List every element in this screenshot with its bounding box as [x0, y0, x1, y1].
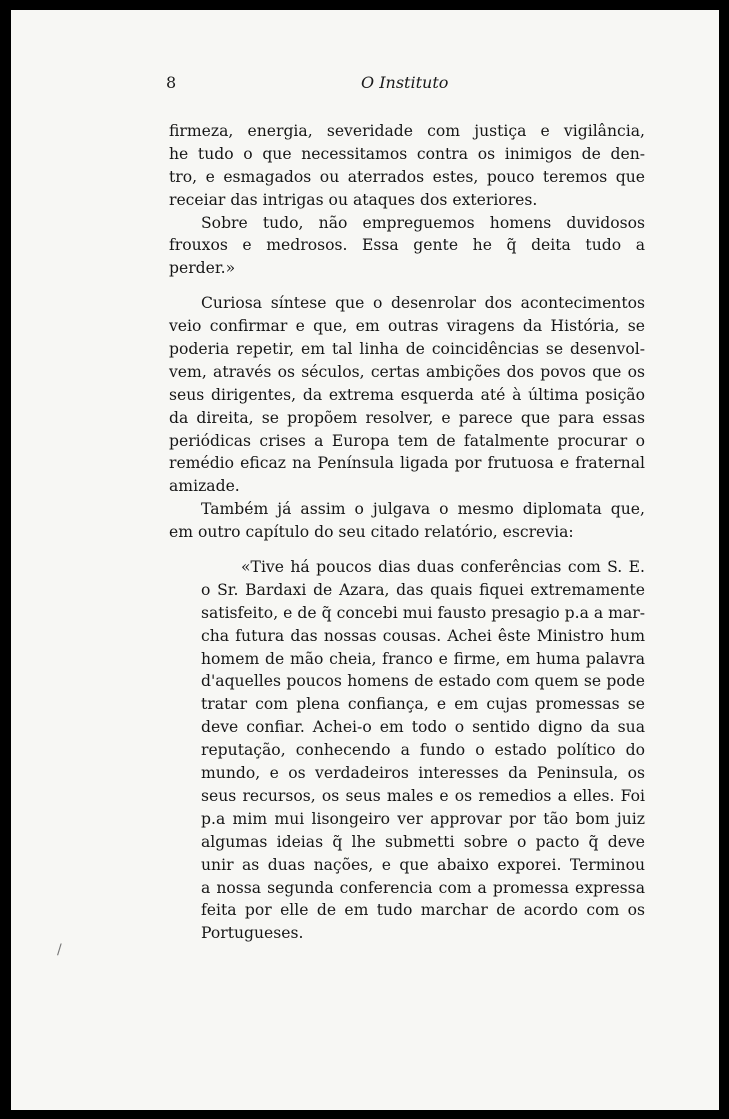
- quote-line: o Sr. Bardaxi de Azara, das quais fiquei extremamente: [201, 580, 645, 599]
- paragraph-continuation: [169, 120, 645, 212]
- quote-line: algumas ideias q̃ lhe submetti sobre o pacto q̃ deve: [201, 832, 645, 851]
- quote-line: p.a mim mui lisongeiro ver approvar por tão bom juiz: [201, 809, 645, 828]
- text-line: Também já assim o julgava o mesmo diplomata que,: [201, 500, 645, 519]
- quote-line: seus recursos, os seus males e os remedios a elles. Foi: [201, 786, 645, 805]
- text-line: poderia repetir, em tal linha de coincidências se desenvol-: [169, 340, 645, 359]
- quote-line: «Tive há poucos dias duas conferências com S. E.: [241, 558, 645, 577]
- paragraph: [169, 292, 645, 498]
- text-line: Sobre tudo, não empreguemos homens duvidosos: [201, 213, 645, 232]
- text-line: seus dirigentes, da extrema esquerda até à última posição: [169, 385, 645, 404]
- quote-line: tratar com plena confiança, e em cujas promessas se: [201, 695, 645, 714]
- quote-line: reputação, conhecendo a fundo o estado político do: [201, 741, 645, 760]
- text-line: em outro capítulo do seu citado relatório, escrevia:: [169, 523, 574, 542]
- quote-line: a nossa segunda conferencia com a promessa expressa: [201, 878, 645, 897]
- text-line: firmeza, energia, severidade com justiça e vigilância,: [169, 122, 645, 140]
- quote-line: cha futura das nossas cousas. Achei êste Ministro hum: [201, 626, 645, 645]
- text-line: perder.»: [169, 259, 236, 278]
- block-quote: [201, 556, 645, 945]
- page-number: 8: [166, 73, 177, 92]
- text-line: he tudo o que necessitamos contra os inimigos de den-: [169, 144, 645, 163]
- text-line: da direita, se propõem resolver, e parece que para essas: [169, 408, 645, 427]
- text-line: remédio eficaz na Península ligada por frutuosa e fraternal: [169, 454, 645, 473]
- quote-line: homem de mão cheia, franco e firme, em huma palavra: [201, 649, 645, 668]
- text-line: vem, através os séculos, certas ambições dos povos que os: [169, 362, 645, 381]
- paragraph: [169, 212, 645, 281]
- scan-speck: /: [57, 942, 62, 958]
- paragraph: [169, 498, 645, 544]
- text-line: receiar das intrigas ou ataques dos exteriores.: [169, 190, 538, 209]
- text-line: periódicas crises a Europa tem de fatalmente procurar o: [169, 431, 645, 450]
- quote-line: d'aquelles poucos homens de estado com quem se pode: [201, 672, 645, 691]
- text-line: Curiosa síntese que o desenrolar dos acontecimentos: [201, 294, 645, 313]
- quote-line: deve confiar. Achei-o em todo o sentido digno da sua: [201, 718, 645, 737]
- quote-line: mundo, e os verdadeiros interesses da Peninsula, os: [201, 764, 645, 783]
- quote-line: Portugueses.: [201, 924, 304, 943]
- body-text: [169, 120, 645, 945]
- book-page: [11, 10, 719, 1110]
- quote-line: unir as duas nações, e que abaixo exporei. Terminou: [201, 855, 645, 874]
- text-line: amizade.: [169, 477, 240, 496]
- quote-line: satisfeito, e de q̃ concebi mui fausto presagio p.a a mar-: [201, 603, 645, 622]
- text-line: veio confirmar e que, em outras viragens da História, se: [169, 317, 645, 336]
- paragraph-gap: [169, 544, 645, 556]
- text-line: frouxos e medrosos. Essa gente he q̃ deita tudo a: [169, 236, 645, 255]
- text-line: tro, e esmagados ou aterrados estes, pouco teremos que: [169, 167, 645, 186]
- paragraph-gap: [169, 280, 645, 292]
- quote-line: feita por elle de em tudo marchar de acordo com os: [201, 901, 645, 920]
- running-title: O Instituto: [361, 73, 449, 92]
